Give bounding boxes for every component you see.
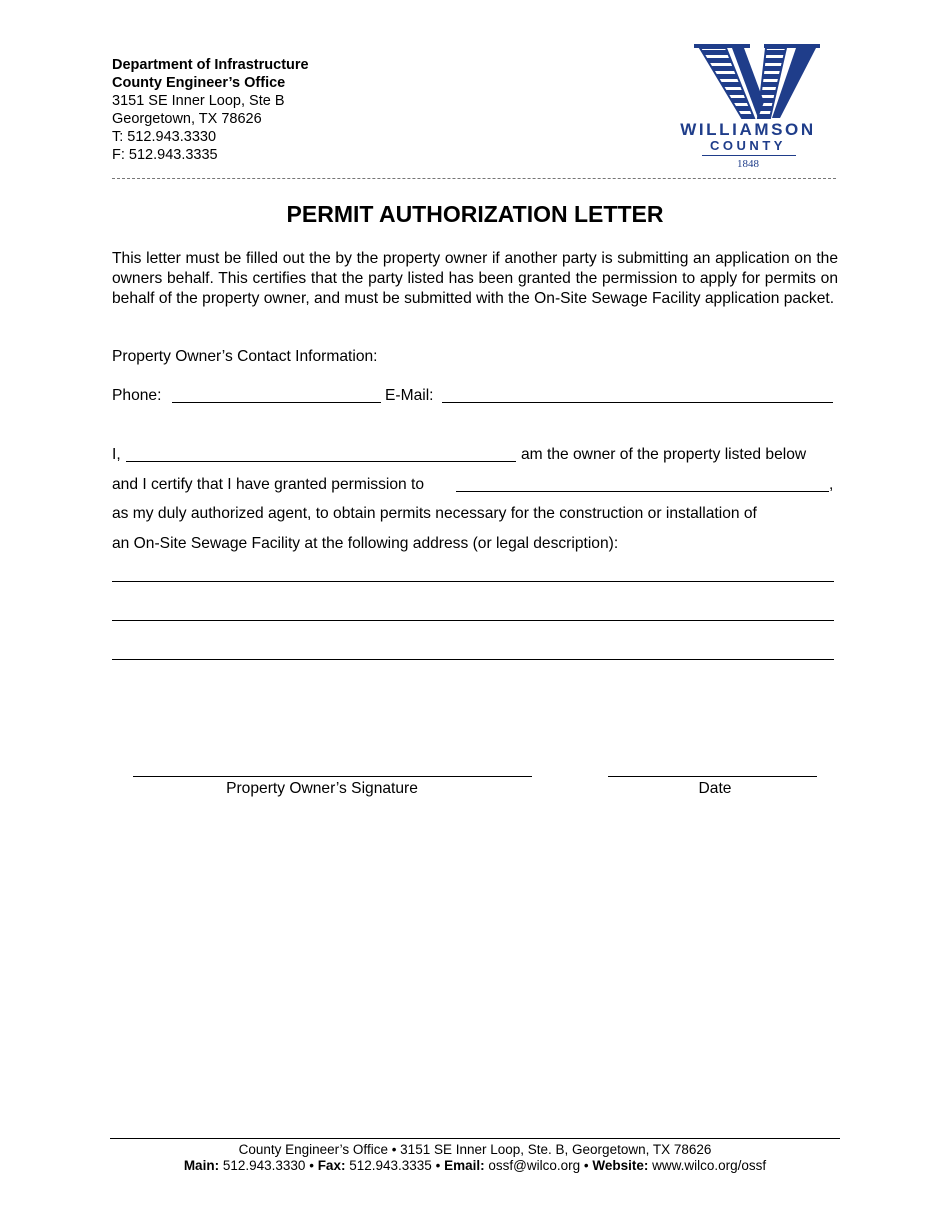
footer-separator: • bbox=[435, 1158, 441, 1173]
footer-website-link[interactable]: www.wilco.org/ossf bbox=[652, 1158, 767, 1173]
owner-i-label: I, bbox=[112, 446, 121, 463]
w-emblem-icon bbox=[656, 42, 840, 122]
street-address: 3151 SE Inner Loop, Ste B bbox=[112, 93, 285, 109]
address-line-2[interactable] bbox=[112, 620, 834, 621]
owner-signature-field[interactable] bbox=[133, 776, 532, 777]
fax-number: F: 512.943.3335 bbox=[112, 147, 218, 163]
address-line-3[interactable] bbox=[112, 659, 834, 660]
date-label: Date bbox=[698, 780, 732, 797]
logo-year: 1848 bbox=[737, 158, 759, 170]
footer-fax-number: 512.943.3335 bbox=[349, 1158, 432, 1173]
footer-main-number: 512.943.3330 bbox=[222, 1158, 306, 1173]
department-name: Department of Infrastructure bbox=[112, 57, 309, 73]
intro-paragraph: This letter must be filled out the by the property owner if another party is submitting an application on the owners behalf. This certifies that the party listed has been granted the permission to apply for permits on behalf of the property owner, and must be submitted with the On-Site Sewage Facility application packet. bbox=[112, 250, 838, 307]
header-divider bbox=[112, 178, 836, 179]
footer-contacts bbox=[0, 1158, 950, 1174]
logo-divider bbox=[702, 155, 796, 156]
phone-field[interactable] bbox=[172, 402, 381, 403]
email-field[interactable] bbox=[442, 402, 833, 403]
logo-name: WILLIAMSON bbox=[680, 120, 816, 139]
address-statement: an On-Site Sewage Facility at the following address (or legal description): bbox=[112, 535, 619, 552]
williamson-county-logo bbox=[656, 42, 840, 174]
footer-divider bbox=[110, 1138, 840, 1139]
logo-county: COUNTY bbox=[710, 138, 786, 153]
office-name: County Engineer’s Office bbox=[112, 75, 286, 91]
email-label: E-Mail: bbox=[385, 387, 434, 404]
phone-number: T: 512.943.3330 bbox=[112, 129, 217, 145]
footer-email-link[interactable]: ossf@wilco.org bbox=[488, 1158, 581, 1173]
agent-name-field[interactable] bbox=[456, 491, 829, 492]
owner-name-field[interactable] bbox=[126, 461, 516, 462]
page-title: PERMIT AUTHORIZATION LETTER bbox=[286, 201, 664, 227]
footer-fax-label: Fax: bbox=[317, 1158, 346, 1173]
footer-main-label: Main: bbox=[183, 1158, 220, 1173]
header-address-block bbox=[112, 56, 309, 164]
date-field[interactable] bbox=[608, 776, 817, 777]
footer-email-label: Email: bbox=[444, 1158, 485, 1173]
contact-heading: Property Owner’s Contact Information: bbox=[112, 348, 378, 365]
owner-signature-label: Property Owner’s Signature bbox=[226, 780, 418, 797]
footer-website-label: Website: bbox=[592, 1158, 649, 1173]
phone-label: Phone: bbox=[112, 387, 162, 404]
address-line-1[interactable] bbox=[112, 581, 834, 582]
footer-separator: • bbox=[583, 1158, 589, 1173]
city-address: Georgetown, TX 78626 bbox=[112, 111, 262, 127]
permission-comma: , bbox=[829, 476, 834, 493]
owner-statement: am the owner of the property listed below bbox=[521, 446, 807, 463]
footer-address: County Engineer’s Office • 3151 SE Inner Loop, Ste. B, Georgetown, TX 78626 bbox=[238, 1142, 712, 1157]
permission-statement: and I certify that I have granted permission to bbox=[112, 476, 425, 493]
footer-separator: • bbox=[309, 1158, 314, 1173]
agent-statement: as my duly authorized agent, to obtain permits necessary for the construction or installation of bbox=[112, 505, 757, 522]
